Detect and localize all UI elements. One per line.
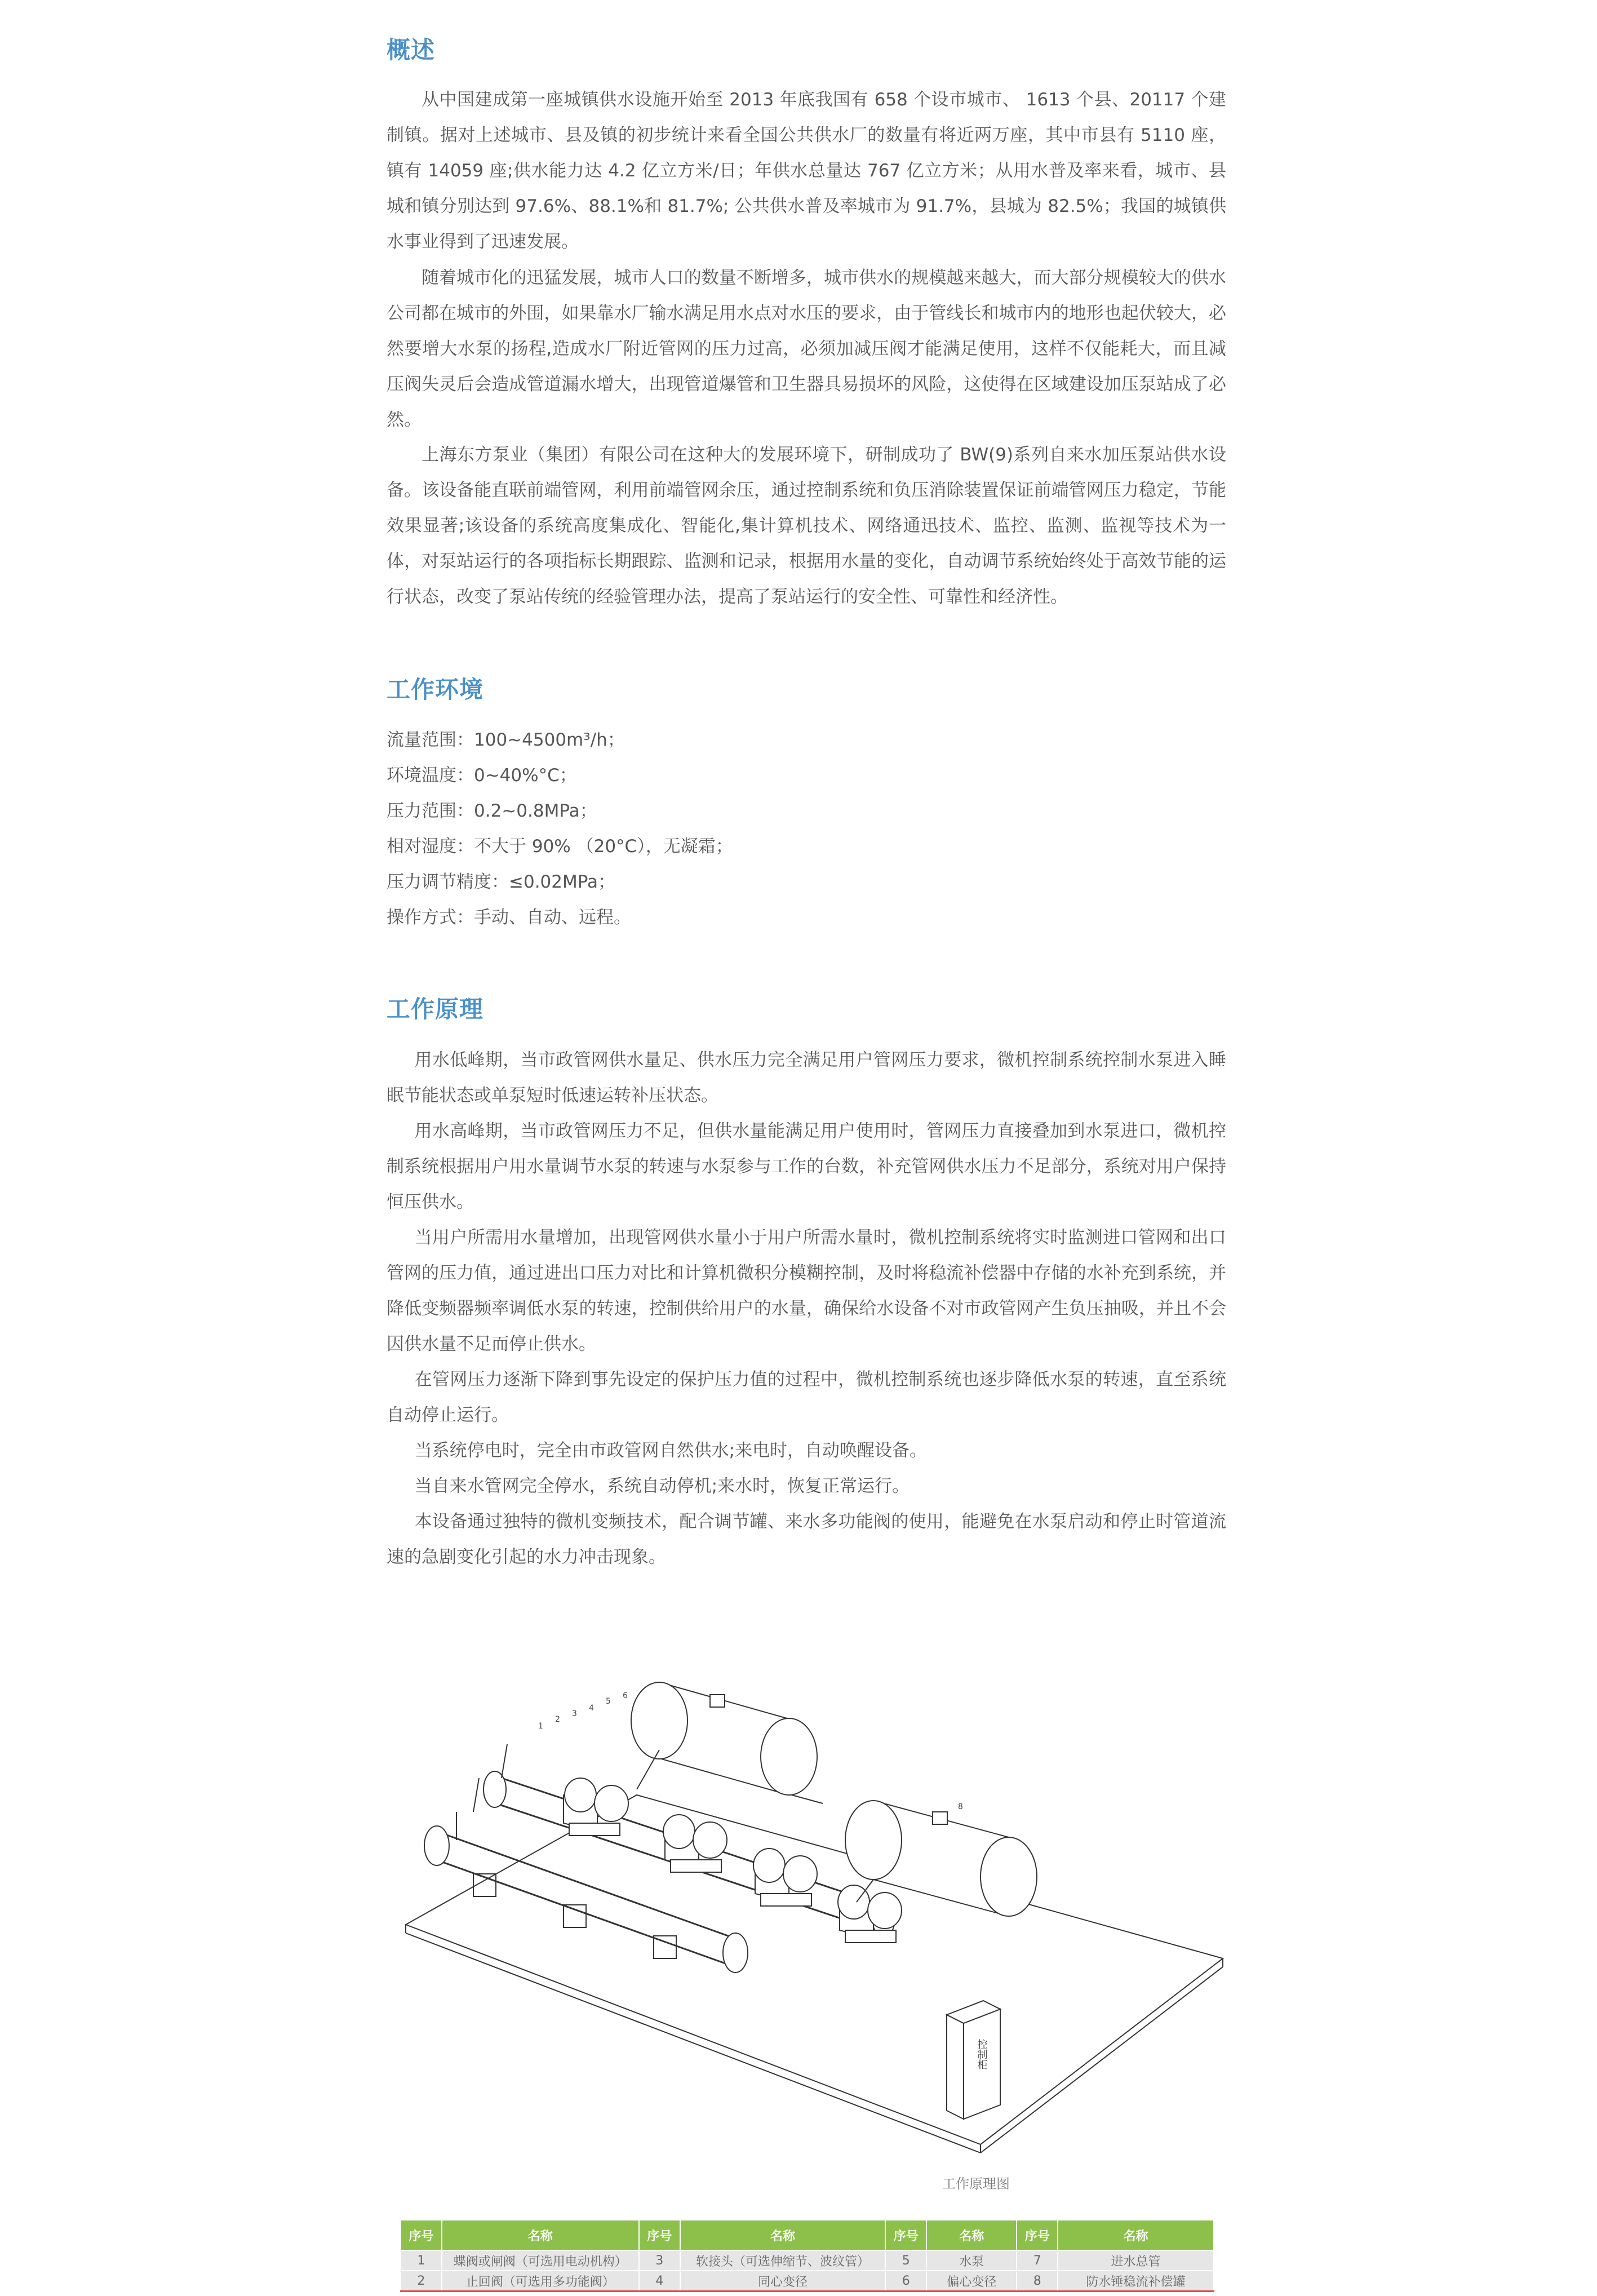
legend-header: 序号 xyxy=(1017,2220,1058,2250)
env-pressure-range: 压力范围：0.2~0.8MPa； xyxy=(387,801,597,821)
surge-tank-1 xyxy=(631,1682,823,1803)
svg-text:4: 4 xyxy=(589,1704,594,1713)
legend-cell: 3 xyxy=(639,2250,680,2271)
pump-unit-1 xyxy=(564,1778,628,1836)
legend-header: 序号 xyxy=(401,2220,442,2250)
principle-paragraph-7: 本设备通过独特的微机变频技术，配合调节罐、来水多功能阀的使用，能避免在水泵启动和停止时管道流速的急剧变化引起的水力冲击现象。 xyxy=(387,1512,1226,1567)
legend-header: 名称 xyxy=(926,2220,1017,2250)
base-plate xyxy=(406,1795,1223,2144)
env-pressure-precision: 压力调节精度：≤0.02MPa； xyxy=(387,872,616,892)
legend-cell: 4 xyxy=(639,2271,680,2291)
legend-header: 名称 xyxy=(1058,2220,1214,2250)
svg-text:1: 1 xyxy=(538,1722,543,1731)
section-title-overview: 概述 xyxy=(387,36,436,64)
legend-table xyxy=(400,2219,1214,2292)
legend-cell: 7 xyxy=(1017,2250,1058,2271)
legend-cell: 同心变径 xyxy=(680,2271,886,2291)
section-title-environment: 工作环境 xyxy=(387,676,484,703)
overview-paragraph-3: 上海东方泵业（集团）有限公司在这种大的发展环境下，研制成功了 BW(9)系列自来水加压泵站供水设备。该设备能直联前端管网，利用前端管网余压，通过控制系统和负压消除装置保证前端管网压力稳定，节能效果显著;该设备的系统高度集成化、智能化,集计算机技术、网络通迅技术、监控、监测、监视等技术为一体，对泵站运行的各项指标长期跟踪、监测和记录，根据用水量的变化，自动调节系统始终处于高效节能的运行状态，改变了泵站传统的经验管理办法，提高了泵站运行的安全性、可靠性和经济性。 xyxy=(387,445,1226,607)
env-temperature: 环境温度：0~40%°C； xyxy=(387,765,577,786)
legend-cell: 2 xyxy=(401,2271,442,2291)
equipment-diagram xyxy=(394,1609,1234,2178)
cabinet-label: 控制柜 xyxy=(975,2039,988,2069)
principle-paragraph-5: 当系统停电时，完全由市政管网自然供水;来电时，自动唤醒设备。 xyxy=(414,1440,928,1461)
svg-text:8: 8 xyxy=(958,1802,963,1811)
overview-paragraph-2: 随着城市化的迅猛发展，城市人口的数量不断增多，城市供水的规模越来越大，而大部分规模较大的供水公司都在城市的外围，如果靠水厂输水满足用水点对水压的要求，由于管线长和城市内的地形也起伏较大，必然要增大水泵的扬程,造成水厂附近管网的压力过高，必须加减压阀才能满足使用，这样不仅能耗大，而且减压阀失灵后会造成管道漏水增大，出现管道爆管和卫生器具易损坏的风险，这使得在区域建设加压泵站成了必然。 xyxy=(387,268,1226,430)
principle-paragraph-1: 用水低峰期，当市政管网供水量足、供水压力完全满足用户管网压力要求，微机控制系统控制水泵进入睡眠节能状态或单泵短时低速运转补压状态。 xyxy=(387,1050,1226,1106)
principle-paragraph-6: 当自来水管网完全停水，系统自动停机;来水时，恢复正常运行。 xyxy=(414,1476,910,1496)
svg-text:3: 3 xyxy=(572,1709,577,1718)
legend-cell: 软接头（可选伸缩节、波纹管） xyxy=(680,2250,886,2271)
legend-cell: 蝶阀或闸阀（可选用电动机构） xyxy=(442,2250,639,2271)
svg-text:5: 5 xyxy=(606,1697,611,1706)
svg-text:6: 6 xyxy=(623,1691,628,1700)
legend-cell: 8 xyxy=(1017,2271,1058,2291)
legend-cell: 1 xyxy=(401,2250,442,2271)
legend-cell: 6 xyxy=(885,2271,926,2291)
legend-header-row xyxy=(401,2220,1214,2250)
table-row xyxy=(401,2250,1214,2271)
legend-header: 名称 xyxy=(442,2220,639,2250)
legend-cell: 进水总管 xyxy=(1058,2250,1214,2271)
legend-header: 名称 xyxy=(680,2220,886,2250)
legend-cell: 5 xyxy=(885,2250,926,2271)
env-flow-range: 流量范围：100~4500m³/h； xyxy=(387,730,625,750)
legend-cell: 偏心变径 xyxy=(926,2271,1017,2291)
legend-header: 序号 xyxy=(639,2220,680,2250)
principle-paragraph-3: 当用户所需用水量增加，出现管网供水量小于用户所需水量时，微机控制系统将实时监测进口管网和出口管网的压力值，通过进出口压力对比和计算机微积分模糊控制，及时将稳流补偿器中存储的水补充到系统，并降低变频器频率调低水泵的转速，控制供给用户的水量，确保给水设备不对市政管网产生负压抽吸，并且不会因供水量不足而停止供水。 xyxy=(387,1227,1226,1354)
svg-text:2: 2 xyxy=(555,1715,560,1724)
legend-cell: 防水锤稳流补偿罐 xyxy=(1058,2271,1214,2291)
legend-cell: 水泵 xyxy=(926,2250,1017,2271)
principle-paragraph-4: 在管网压力逐渐下降到事先设定的保护压力值的过程中，微机控制系统也逐步降低水泵的转速，直至系统自动停止运行。 xyxy=(387,1369,1226,1425)
env-operation-mode: 操作方式：手动、自动、远程。 xyxy=(387,907,631,928)
table-row xyxy=(401,2271,1214,2291)
control-cabinet xyxy=(947,2001,1000,2119)
section-title-principle: 工作原理 xyxy=(387,995,484,1023)
principle-paragraph-2: 用水高峰期，当市政管网压力不足，但供水量能满足用户使用时，管网压力直接叠加到水泵进口，微机控制系统根据用户用水量调节水泵的转速与水泵参与工作的台数，补充管网供水压力不足部分，系统对用户保持恒压供水。 xyxy=(387,1121,1226,1212)
legend-cell: 止回阀（可选用多功能阀） xyxy=(442,2271,639,2291)
figure-caption: 工作原理图 xyxy=(942,2176,1010,2192)
env-humidity: 相对湿度：不大于 90% （20°C），无凝霜； xyxy=(387,836,733,857)
overview-paragraph-1: 从中国建成第一座城镇供水设施开始至 2013 年底我国有 658 个设市城市、 1613 个县、20117 个建制镇。据对上述城市、县及镇的初步统计来看全国公共供水厂的数量有将近两万座，其中市县有 5110 座，镇有 14059 座;供水能力达 4.2 亿立方米/日；年供水总量达 767 亿立方米；从用水普及率来看，城市、县城和镇分别达到 97.6%、88.1%和 81.7%; 公共供水普及率城市为 91.7%，县城为 82.5%；我国的城镇供水事业得到了迅速发展。 xyxy=(387,90,1226,252)
legend-header: 序号 xyxy=(885,2220,926,2250)
